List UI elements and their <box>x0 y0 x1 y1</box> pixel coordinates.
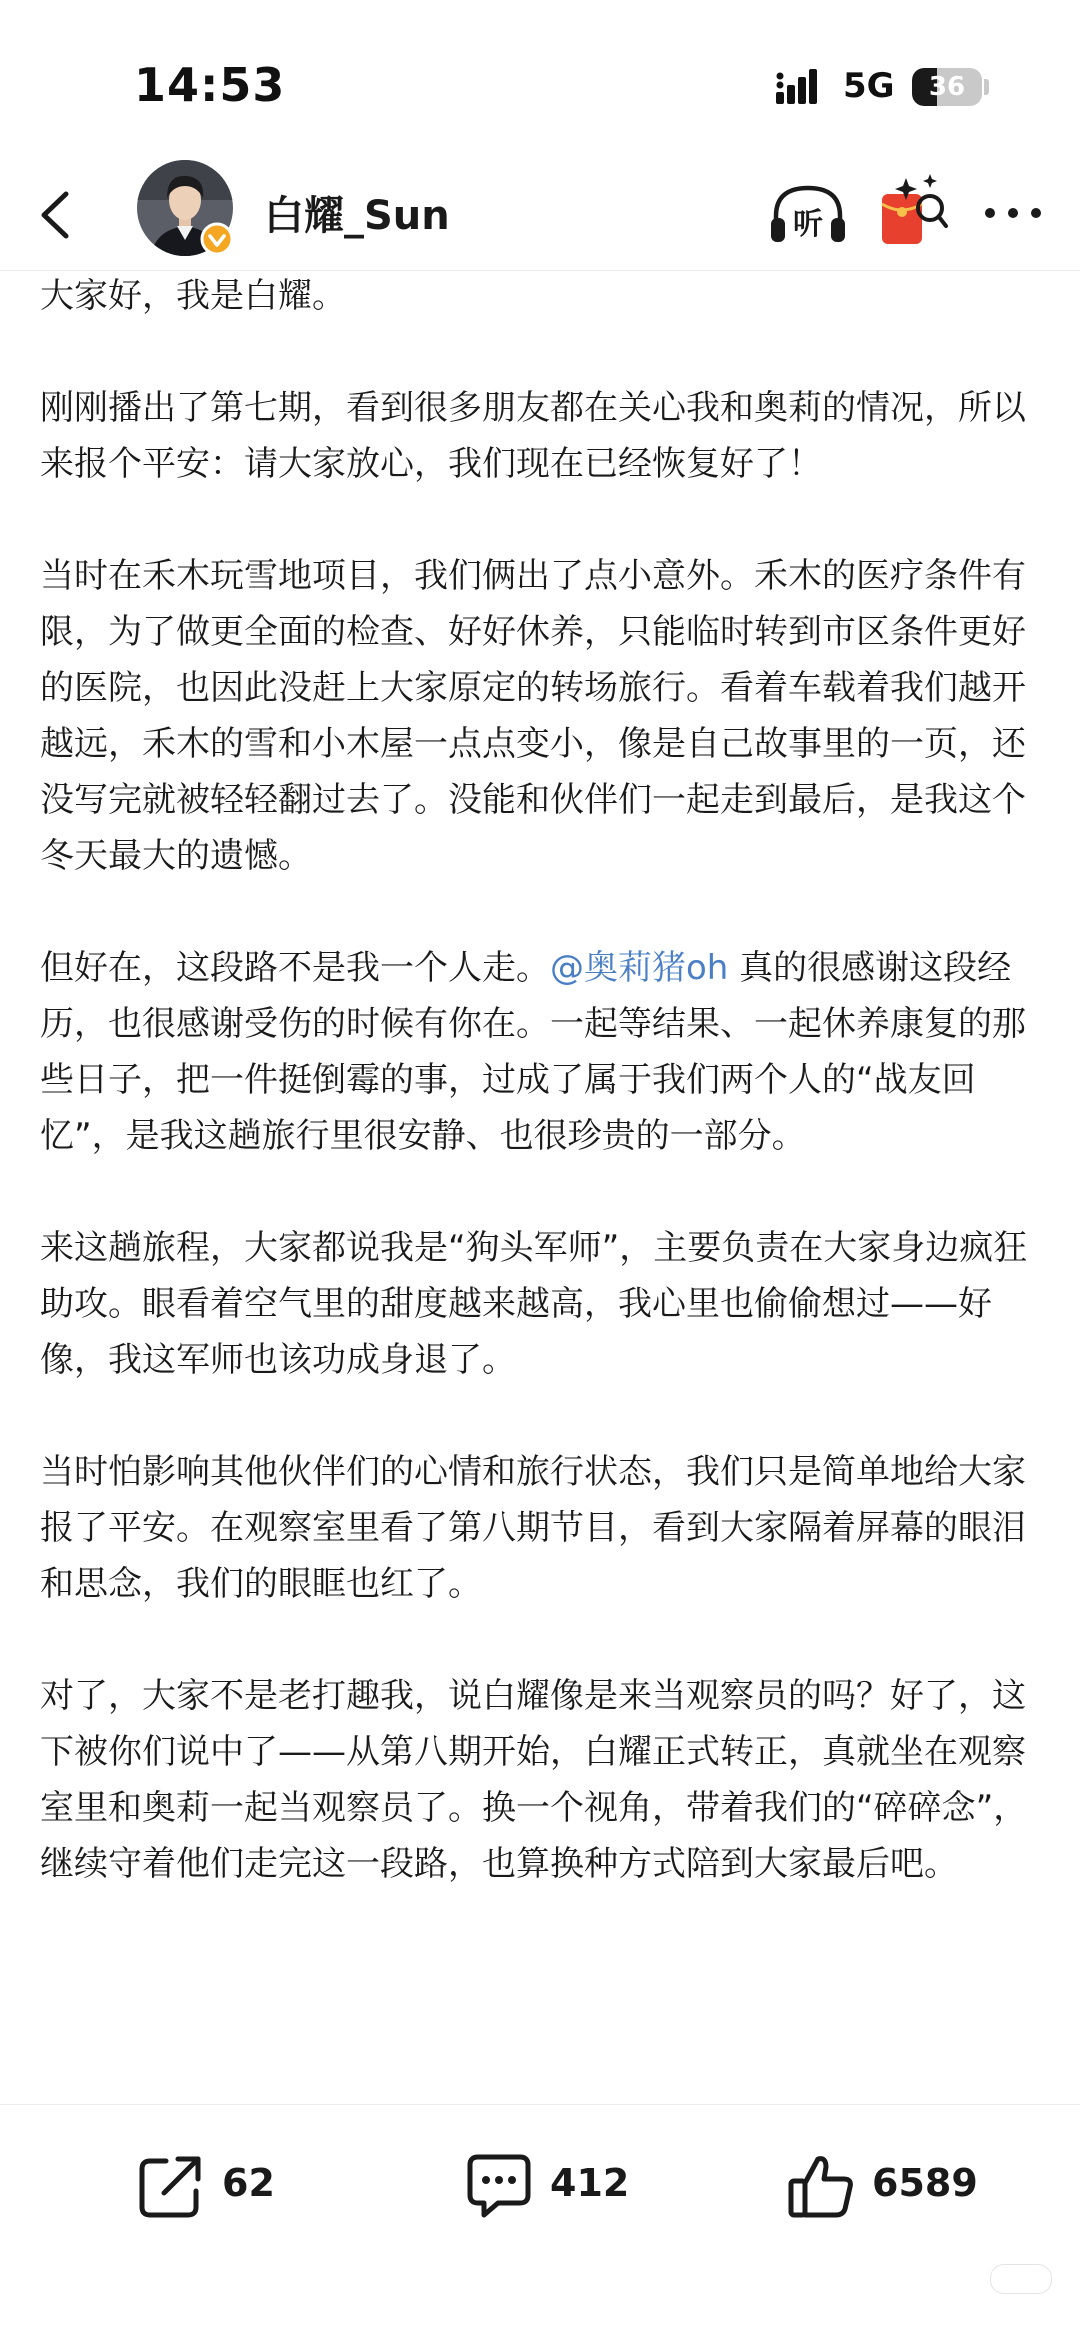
battery-cap <box>984 79 989 95</box>
post-paragraph: 来这趟旅程，大家都说我是“狗头军师”，主要负责在大家身边疯狂助攻。眼看着空气里的甜度越来越高，我心里也偷偷想过——好像，我这军师也该功成身退了。 <box>40 1228 1028 1380</box>
battery-icon <box>912 68 982 106</box>
headphones-icon[interactable] <box>768 178 848 248</box>
listen-label: 听 <box>793 207 823 242</box>
post-content <box>40 268 1050 1948</box>
share-button[interactable] <box>136 2151 296 2221</box>
status-bar <box>0 0 1080 160</box>
signal-icon <box>776 66 828 106</box>
comment-button[interactable] <box>464 2151 644 2221</box>
post-paragraph: 刚刚播出了第七期，看到很多朋友都在关心我和奥莉的情况，所以来报个平安：请大家放心，我们现在已经恢复好了！ <box>40 388 1026 484</box>
chevron-left-icon[interactable] <box>24 180 94 250</box>
like-button[interactable] <box>786 2151 996 2221</box>
share-icon <box>136 2151 206 2221</box>
share-count: 62 <box>222 2161 275 2205</box>
comment-icon <box>464 2151 534 2221</box>
comment-count: 412 <box>550 2161 630 2205</box>
action-bar <box>0 2104 1080 2255</box>
red-packet-icon[interactable] <box>876 172 948 252</box>
post-text: 但好在，这段路不是我一个人走。 <box>40 948 550 988</box>
like-count: 6589 <box>872 2161 978 2205</box>
post-paragraph: 当时在禾木玩雪地项目，我们俩出了点小意外。禾木的医疗条件有限，为了做更全面的检查、好好休养，只能临时转到市区条件更好的医院，也因此没赶上大家原定的转场旅行。看着车载着我们越开越远，禾木的雪和小木屋一点点变小，像是自己故事里的一页，还没写完就被轻轻翻过去了。没能和伙伴们一起走到最后，是我这个冬天最大的遗憾。 <box>40 556 1026 876</box>
mention-link[interactable]: @奥莉猪oh <box>550 948 729 988</box>
battery-level: 36 <box>928 72 966 102</box>
post-header <box>0 160 1080 271</box>
post-text: 真的很感谢这段经历，也很感谢受伤的时候有你在。一起等结果、一起休养康复的那些日子，把一件挺倒霉的事，过成了属于我们两个人的“战友回忆”，是我这趟旅行里很安静、也很珍贵的一部分。 <box>40 948 1026 1156</box>
username[interactable]: 白耀_Sun <box>264 193 450 239</box>
post-paragraph: 大家好，我是白耀。 <box>40 276 346 316</box>
post-paragraph: 当时怕影响其他伙伴们的心情和旅行状态，我们只是简单地给大家报了平安。在观察室里看了第八期节目，看到大家隔着屏幕的眼泪和思念，我们的眼眶也红了。 <box>40 1452 1026 1604</box>
post-paragraph <box>40 940 1050 1164</box>
post-paragraph: 对了，大家不是老打趣我，说白耀像是来当观察员的吗？好了，这下被你们说中了——从第八期开始，白耀正式转正，真就坐在观察室里和奥莉一起当观察员了。换一个视角，带着我们的“碎碎念”，继续守着他们走完这一段路，也算换种方式陪到大家最后吧。 <box>40 1676 1028 1884</box>
more-icon[interactable] <box>978 188 1048 238</box>
thumbs-up-icon <box>786 2151 856 2221</box>
status-time: 14:53 <box>134 58 286 112</box>
verified-badge-icon <box>200 222 234 256</box>
network-label: 5G <box>843 66 895 106</box>
watermark <box>990 2264 1052 2294</box>
